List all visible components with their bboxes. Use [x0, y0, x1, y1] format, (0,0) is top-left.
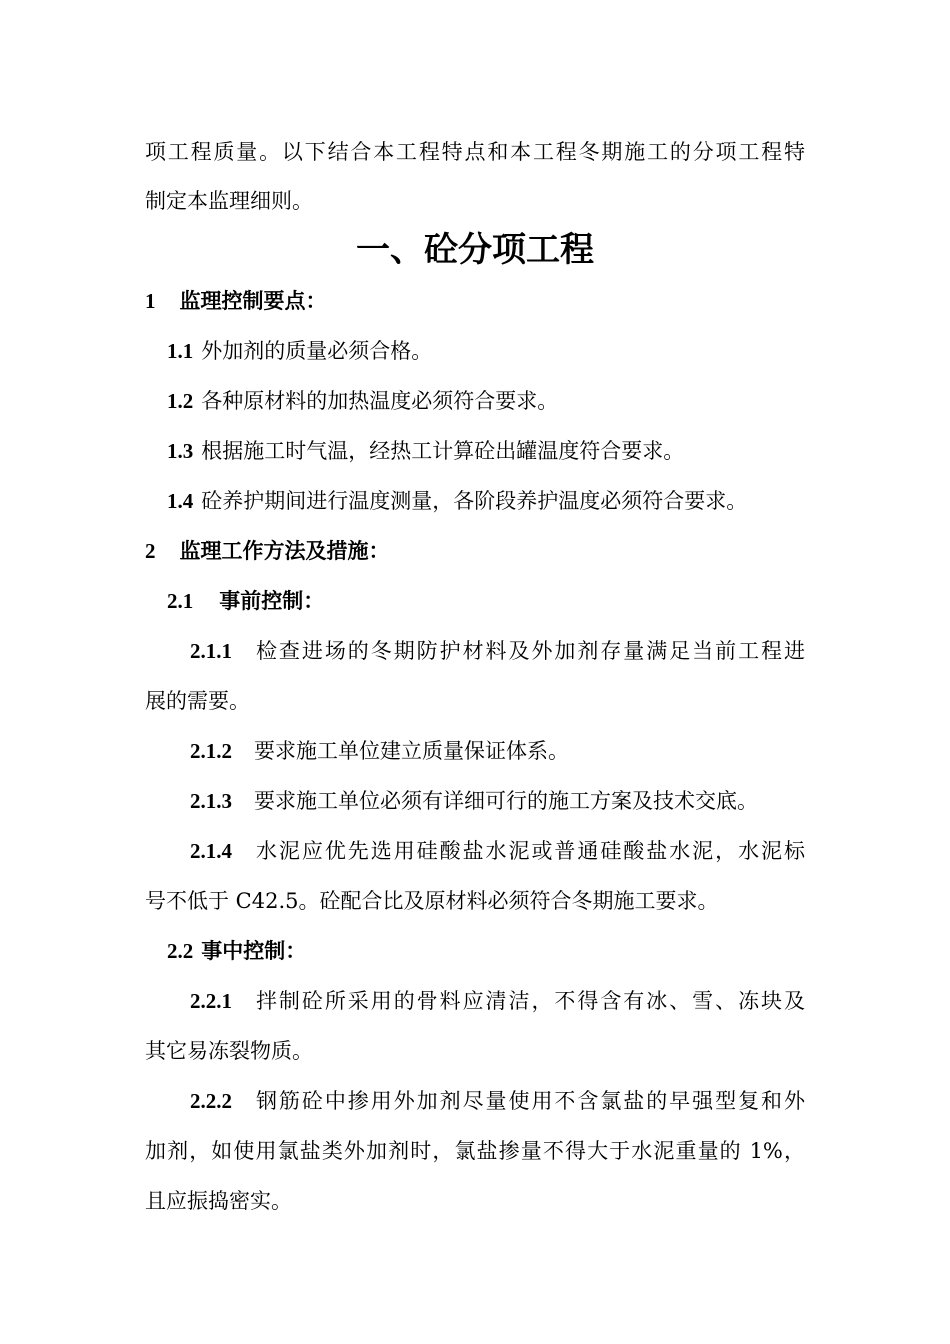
item-2-1-2	[190, 736, 569, 766]
item-1-1	[167, 336, 432, 366]
item-text: 要求施工单位建立质量保证体系。	[254, 739, 569, 763]
item-1-4	[167, 486, 747, 516]
item-2-1-4-line-2: 号不低于 C42.5。砼配合比及原材料必须符合冬期施工要求。	[145, 889, 719, 913]
intro-line-2: 制定本监理细则。	[145, 189, 313, 213]
heading-1-label: 监理控制要点：	[179, 288, 327, 313]
item-2-2-2-line-3: 且应振捣密实。	[145, 1189, 292, 1213]
heading-2-2	[167, 936, 306, 966]
heading-2-label: 监理工作方法及措施：	[179, 538, 390, 563]
heading-2-2-number: 2.2	[167, 939, 194, 963]
heading-1-number: 1	[145, 289, 156, 313]
heading-2-1-label: 事前控制：	[219, 588, 325, 613]
heading-2-2-label: 事中控制：	[201, 938, 307, 963]
item-number: 2.1.1	[190, 639, 232, 663]
item-2-1-3	[190, 786, 758, 816]
item-number: 2.2.1	[190, 989, 232, 1013]
heading-2-1-number: 2.1	[167, 589, 194, 613]
item-number: 1.1	[167, 339, 194, 363]
item-number: 2.1.4	[190, 839, 232, 863]
item-text: 拌制砼所采用的骨料应清洁，不得含有冰、雪、冻块及	[254, 989, 805, 1013]
item-text: 检查进场的冬期防护材料及外加剂存量满足当前工程进	[254, 639, 805, 663]
item-number: 1.3	[167, 439, 194, 463]
intro-line-1: 项工程质量。以下结合本工程特点和本工程冬期施工的分项工程特	[145, 140, 805, 164]
item-1-3	[167, 436, 684, 466]
heading-2-number: 2	[145, 539, 156, 563]
item-2-2-1-line-2: 其它易冻裂物质。	[145, 1039, 313, 1063]
item-2-1-4-line-1	[190, 836, 805, 866]
item-number: 2.1.3	[190, 789, 232, 813]
item-2-2-2-line-1	[190, 1086, 805, 1116]
item-text: 砼养护期间进行温度测量，各阶段养护温度必须符合要求。	[201, 489, 748, 513]
section-title: 一、砼分项工程	[356, 230, 594, 270]
item-2-1-1-line-1	[190, 636, 805, 666]
heading-1	[145, 286, 327, 316]
item-text: 根据施工时气温，经热工计算砼出罐温度符合要求。	[201, 439, 685, 463]
item-number: 2.1.2	[190, 739, 232, 763]
item-2-2-2-line-2: 加剂，如使用氯盐类外加剂时，氯盐掺量不得大于水泥重量的 1%，	[145, 1139, 805, 1163]
item-text: 各种原材料的加热温度必须符合要求。	[201, 389, 559, 413]
item-number: 1.2	[167, 389, 194, 413]
item-text: 外加剂的质量必须合格。	[201, 339, 433, 363]
item-2-1-1-line-2: 展的需要。	[145, 689, 250, 713]
heading-2-1	[167, 586, 324, 616]
item-number: 1.4	[167, 489, 194, 513]
heading-2	[145, 536, 390, 566]
item-number: 2.2.2	[190, 1089, 232, 1113]
item-text: 钢筋砼中掺用外加剂尽量使用不含氯盐的早强型复和外	[254, 1089, 805, 1113]
item-2-2-1-line-1	[190, 986, 805, 1016]
item-text: 要求施工单位必须有详细可行的施工方案及技术交底。	[254, 789, 758, 813]
item-text: 水泥应优先选用硅酸盐水泥或普通硅酸盐水泥，水泥标	[254, 839, 805, 863]
item-1-2	[167, 386, 558, 416]
